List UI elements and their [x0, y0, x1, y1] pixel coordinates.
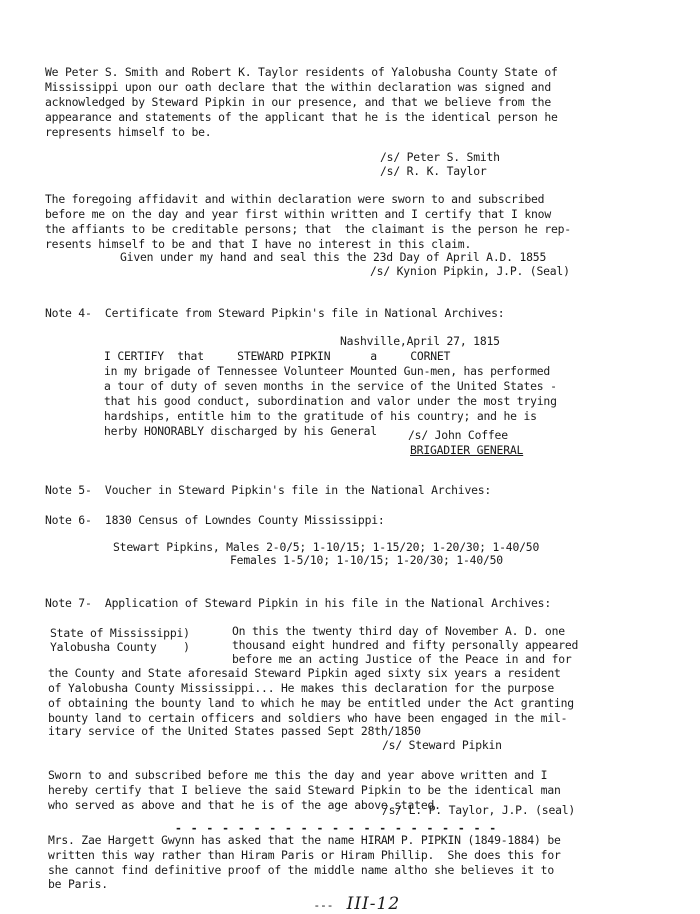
affidavit-line-4: appearance and statements of the applicant that he is the identical person he — [45, 110, 558, 124]
venue-state: State of Mississippi) — [50, 626, 190, 640]
signature-john-coffee: /s/ John Coffee — [408, 428, 508, 442]
closing-line-2: written this way rather than Hiram Paris or Hiram Phillip. She does this for — [48, 848, 561, 862]
note5-heading: Note 5- Voucher in Steward Pipkin's file in the National Archives: — [45, 483, 492, 497]
note4-place-date: Nashville,April 27, 1815 — [340, 334, 500, 348]
note4-line-1: I CERTIFY that STEWARD PIPKIN a CORNET — [104, 349, 451, 363]
note4-line-3: a tour of duty of seven months in the service of the United States - — [104, 379, 557, 393]
signature-kynion-pipkin: /s/ Kynion Pipkin, J.P. (Seal) — [370, 264, 570, 278]
signature-peter-smith: /s/ Peter S. Smith — [380, 150, 500, 164]
note7-sworn-line-3: who served as above and that he is of the age above stated. — [48, 798, 441, 812]
note7-line-1: the County and State aforesaid Steward Pipkin aged sixty six years a resident — [48, 666, 561, 680]
given-under-hand-line: Given under my hand and seal this the 23d Day of April A.D. 1855 — [120, 250, 547, 264]
affidavit-line-5: represents himself to be. — [45, 125, 212, 139]
note7-heading: Note 7- Application of Steward Pipkin in his file in the National Archives: — [45, 596, 551, 610]
note7-right-line-3: before me an acting Justice of the Peace in and for — [232, 652, 572, 666]
note7-sworn-line-2: hereby certify that I believe the said Steward Pipkin to be the identical man — [48, 783, 561, 797]
signature-l-p-taylor: /s/ L. P. Taylor, J.P. (seal) — [382, 803, 576, 817]
affidavit-line-1: We Peter S. Smith and Robert K. Taylor residents of Yalobusha County State of — [45, 65, 558, 79]
note4-line-2: in my brigade of Tennessee Volunteer Mounted Gun-men, has performed — [104, 364, 551, 378]
sworn-line-2: before me on the day and year first within written and I certify that I know — [45, 207, 551, 221]
sworn-line-4: resents himself to be and that I have no interest in this claim. — [45, 237, 472, 251]
note7-right-line-1: On this the twenty third day of November A. D. one — [232, 624, 565, 638]
page-number-handwritten: III-12 — [346, 894, 401, 914]
page-number-typed: --- — [313, 898, 347, 912]
closing-line-1: Mrs. Zae Hargett Gwynn has asked that the name HIRAM P. PIPKIN (1849-1884) be — [48, 833, 561, 847]
brigadier-general-title: BRIGADIER GENERAL — [410, 443, 524, 457]
venue-county: Yalobusha County ) — [50, 640, 190, 654]
affidavit-line-2: Mississippi upon our oath declare that the within declaration was signed and — [45, 80, 551, 94]
page-number — [300, 880, 400, 914]
note4-line-6: herby HONORABLY discharged by his General — [104, 424, 377, 438]
note4-line-4: that his good conduct, subordination and valor under the most trying — [104, 394, 557, 408]
note7-right-line-2: thousand eight hundred and fifty personally appeared — [232, 638, 579, 652]
sworn-line-3: the affiants to be creditable persons; that the claimant is the person he rep- — [45, 222, 571, 236]
signature-r-k-taylor: /s/ R. K. Taylor — [380, 164, 487, 178]
note6-heading: Note 6- 1830 Census of Lowndes County Mississippi: — [45, 513, 385, 527]
closing-line-3: she cannot find definitive proof of the middle name altho she believes it to — [48, 863, 554, 877]
note4-heading: Note 4- Certificate from Steward Pipkin's file in National Archives: — [45, 306, 505, 320]
closing-line-4: be Paris. — [48, 877, 108, 891]
note4-line-5: hardships, entitle him to the gratitude of his country; and he is — [104, 409, 537, 423]
separator-line: - - - - - - - - - - - - - - - - - - - - - — [175, 821, 498, 835]
note7-line-3: of obtaining the bounty land to which he may be entitled under the Act granting — [48, 696, 574, 710]
affidavit-line-3: acknowledged by Steward Pipkin in our presence, and that we believe from the — [45, 95, 551, 109]
sworn-line-1: The foregoing affidavit and within declaration were sworn to and subscribed — [45, 192, 545, 206]
note7-sworn-line-1: Sworn to and subscribed before me this the day and year above written and I — [48, 768, 548, 782]
note7-line-5: itary service of the United States passed Sept 28th/1850 — [48, 724, 421, 738]
note7-line-2: of Yalobusha County Mississippi... He makes this declaration for the purpose — [48, 681, 554, 695]
signature-steward-pipkin: /s/ Steward Pipkin — [382, 738, 502, 752]
census-males: Stewart Pipkins, Males 2-0/5; 1-10/15; 1-15/20; 1-20/30; 1-40/50 — [113, 540, 540, 554]
census-females: Females 1-5/10; 1-10/15; 1-20/30; 1-40/50 — [230, 553, 503, 567]
note7-line-4: bounty land to certain officers and soldiers who have been engaged in the mil- — [48, 711, 568, 725]
